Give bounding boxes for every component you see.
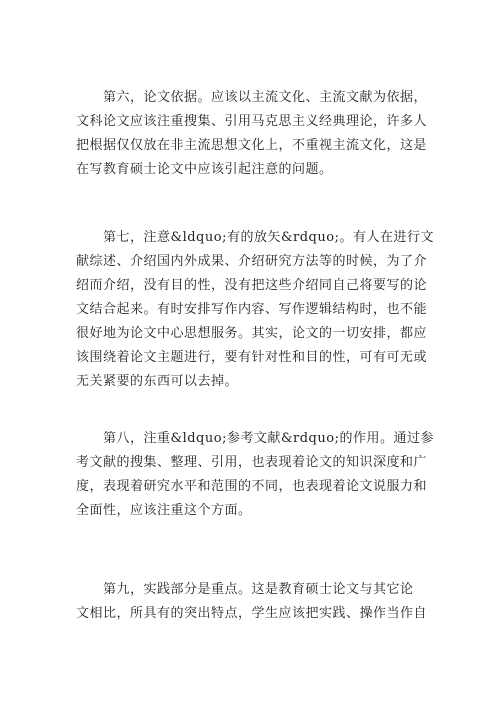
text-line: 度，表现着研究水平和范围的不同，也表现着论文说服力和 — [76, 479, 428, 494]
text-line: 全面性，应该注重这个方面。 — [76, 503, 252, 518]
text-line: 第六，论文依据。应该以主流文化、主流文献为依据， — [76, 90, 428, 105]
text-line: 文科论文应该注重搜集、引用马克思主义经典理论，许多人 — [76, 114, 428, 129]
text-line: 绍而介绍，没有目的性，没有把这些介绍同自己将要写的论 — [76, 278, 428, 293]
text-line: 第七，注意&ldquo;有的放矢&rdquo;。有人在进行文 — [76, 230, 434, 245]
text-line: 考文献的搜集、整理、引用，也表现着论文的知识深度和广 — [76, 455, 428, 470]
paragraph-references — [76, 427, 438, 523]
text-line: 很好地为论文中心思想服务。其实，论文的一切安排，都应 — [76, 326, 428, 341]
paragraph-targeted — [76, 226, 438, 394]
text-line: 该围绕着论文主题进行，要有针对性和目的性，可有可无或 — [76, 350, 428, 365]
text-line: 文结合起来。有时安排写作内容、写作逻辑结构时，也不能 — [76, 302, 428, 317]
text-line: 文相比，所具有的突出特点，学生应该把实践、操作当作自 — [76, 606, 428, 621]
paragraph-basis — [76, 86, 438, 182]
text-line: 第九，实践部分是重点。这是教育硕士论文与其它论 — [76, 582, 414, 597]
text-line: 第八，注重&ldquo;参考文献&rdquo;的作用。通过参 — [76, 431, 434, 446]
text-line: 无关紧要的东西可以去掉。 — [76, 374, 239, 389]
text-line: 献综述、介绍国内外成果、介绍研究方法等的时候，为了介 — [76, 254, 428, 269]
paragraph-practice — [76, 578, 438, 626]
text-line: 把根据仅仅放在非主流思想文化上，不重视主流文化，这是 — [76, 138, 428, 153]
text-line: 在写教育硕士论文中应该引起注意的问题。 — [76, 162, 333, 177]
